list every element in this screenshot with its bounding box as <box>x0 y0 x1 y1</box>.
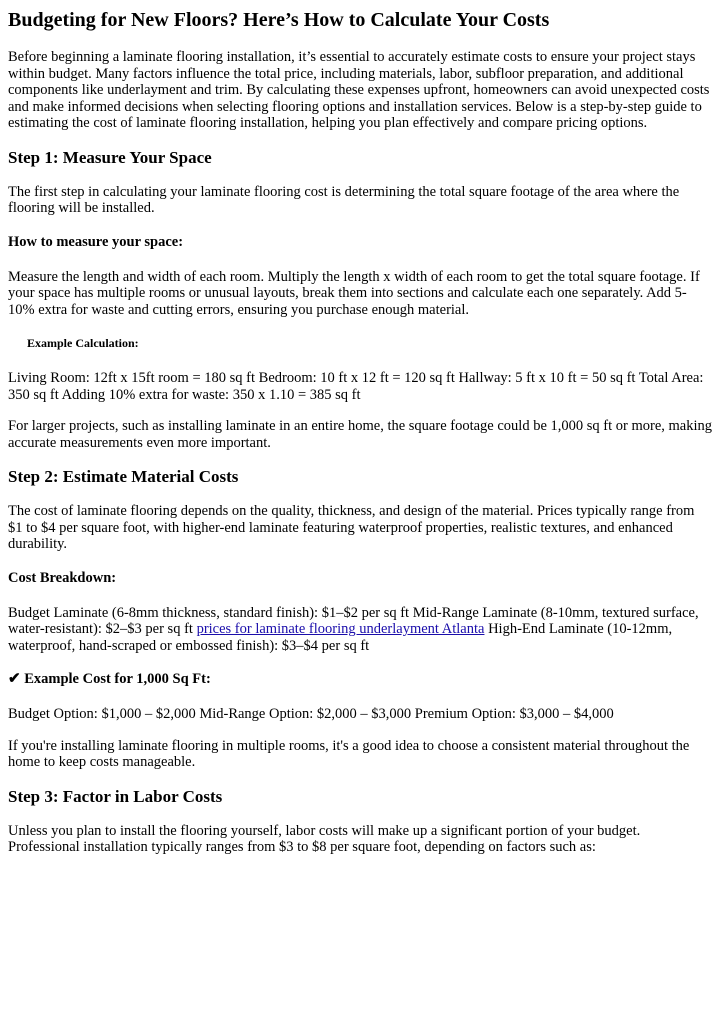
step2-example-heading <box>8 669 712 689</box>
step1-subheading: How to measure your space: <box>8 233 184 250</box>
step2-breakdown <box>8 605 712 655</box>
step1-paragraph-2: Measure the length and width of each room. Multiply the length x width of each room to get the total square footage. If your space has multiple rooms or unusual layouts, break them into sections and calculate each one separately. Add 5-10% extra for waste and cutting errors, ensuring you purchase enough material. <box>8 268 700 318</box>
intro-paragraph: Before beginning a laminate flooring installation, it’s essential to accurately estimate costs to ensure your project stays within budget. Many factors influence the total price, including materials, labor, subfloor preparation, and additional components like underlayment and trim. By calculating these expenses upfront, homeowners can avoid unexpected costs and make informed decisions when selecting flooring options and installation services. Below is a step-by-step guide to estimating the cost of laminate flooring installation, helping you plan effectively and compare pricing options. <box>8 49 710 131</box>
step1-example: Living Room: 12ft x 15ft room = 180 sq ft Bedroom: 10 ft x 12 ft = 120 sq ft Hallway: 5 ft x 10 ft = 50 sq ft Total Area: 350 sq ft Adding 10% extra for waste: 350 x 1.10 = 385 sq ft <box>8 370 704 403</box>
breakdown-text-after: High-End Laminate (10-12mm, waterproof, hand-scraped or embossed finish): $3–$4 per sq ft <box>8 621 673 654</box>
breakdown-text-before: Budget Laminate (6-8mm thickness, standard finish): $1–$2 per sq ft Mid-Range Laminate (8-10mm, textured surface, water-resistant): $2–$3 per sq ft <box>8 604 699 637</box>
step2-heading: Step 2: Estimate Material Costs <box>8 467 239 486</box>
step1-paragraph-1: The first step in calculating your laminate flooring cost is determining the total square footage of the area where the flooring will be installed. <box>8 183 680 216</box>
step2-subheading: Cost Breakdown: <box>8 569 117 586</box>
step2-paragraph-1: The cost of laminate flooring depends on the quality, thickness, and design of the material. Prices typically range from $1 to $4 per square foot, with higher-end laminate featuring waterproof properties, realistic textures, and enhanced durability. <box>8 503 695 552</box>
underlayment-prices-link[interactable]: prices for laminate flooring underlayment Atlanta <box>196 621 485 637</box>
step3-paragraph-1: Unless you plan to install the flooring yourself, labor costs will make up a significant portion of your budget. Professional installation typically ranges from $3 to $8 per square foot, depending on factors such as: <box>8 822 641 855</box>
step3-heading: Step 3: Factor in Labor Costs <box>8 786 223 806</box>
checkmark-icon: ✔ <box>8 671 21 687</box>
step2-paragraph-3: If you're installing laminate flooring in multiple rooms, it's a good idea to choose a consistent material throughout the home to keep costs manageable. <box>8 737 690 770</box>
step1-heading: Step 1: Measure Your Space <box>8 147 212 167</box>
step2-example: Budget Option: $1,000 – $2,000 Mid-Range Option: $2,000 – $3,000 Premium Option: $3,000 – $4,000 <box>8 706 614 722</box>
page-title: Budgeting for New Floors? Here’s How to Calculate Your Costs <box>8 9 550 31</box>
step2-example-heading-text: Example Cost for 1,000 Sq Ft: <box>20 671 211 687</box>
step1-paragraph-3: For larger projects, such as installing laminate in an entire home, the square footage could be 1,000 sq ft or more, making accurate measurements even more important. <box>8 418 713 451</box>
step1-example-heading: Example Calculation: <box>27 336 139 350</box>
